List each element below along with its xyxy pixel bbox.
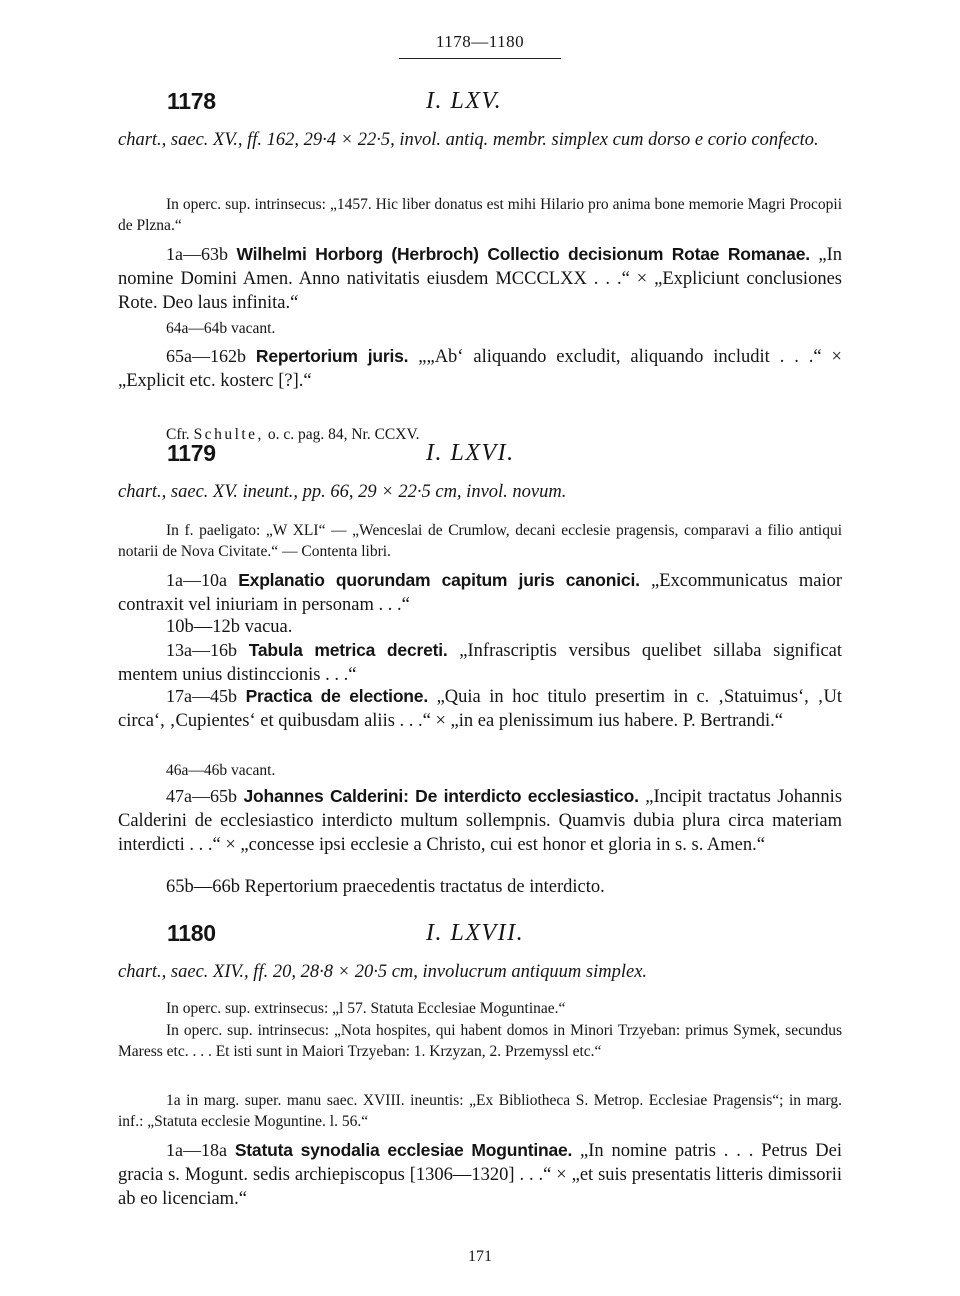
entry-1179-item-4 <box>118 784 842 857</box>
entry-1178-vacant-note: 64a—64b vacant. <box>166 320 276 337</box>
entry-1178-description: chart., saec. XV., ff. 162, 29·4 × 22·5, invol. antiq. membr. simplex cum dorso e corio confecto. <box>118 130 819 150</box>
entry-1179-vacant-note-2: 46a—46b vacant. <box>166 762 276 779</box>
entry-1179-item-2 <box>118 638 842 687</box>
entry-1180-description: chart., saec. XIV., ff. 20, 28·8 × 20·5 cm, involucrum antiquum simplex. <box>118 962 648 982</box>
folio-range: 1a—10a <box>166 570 227 590</box>
work-title: Tabula metrica decreti. <box>248 640 448 660</box>
folio-range: 47a—65b <box>166 786 237 806</box>
incipit-explicit: „Incipit tractatus Johannis Calderini de ecclesiastico interdicto multum sollempnis. Quamvis dubia plura circa materiam interdicti . . .“ × „concesse ipsi ecclesie a Christo, cui est honor et gloria in s. s. Amen.“ <box>118 787 843 855</box>
entry-number: 1180 <box>167 920 216 946</box>
work-title: Repertorium juris. <box>255 346 409 366</box>
entry-1179-flyleaf-note: In f. paeligato: „W XLI“ — „Wenceslai de Crumlow, decani ecclesie pragensis, comparavi a filio antiqui notarii de Nova Civitate.“ — Contenta libri. <box>118 522 842 560</box>
cfr-label: Cfr. <box>166 426 190 443</box>
folio-range: 13a—16b <box>166 640 237 660</box>
work-title: Johannes Calderini: De interdicto ecclesiastico. <box>243 786 639 806</box>
entry-1178-cover-note: In operc. sup. intrinsecus: „1457. Hic liber donatus est mihi Hilario pro anima bone memorie Magri Procopii de Plzna.“ <box>118 196 842 234</box>
work-title: Statuta synodalia ecclesiae Moguntinae. <box>234 1140 573 1160</box>
entry-1180-item-1 <box>118 1138 842 1211</box>
entry-1179-description: chart., saec. XV. ineunt., pp. 66, 29 × 22·5 cm, invol. novum. <box>118 482 567 502</box>
entry-1178-item-1 <box>118 242 842 315</box>
folio-range: 17a—45b <box>166 686 237 706</box>
entry-1180-heading <box>118 920 842 952</box>
page-number: 171 <box>468 1248 492 1265</box>
cfr-author: Schulte, <box>193 426 264 443</box>
entry-1180-cover-exterior-note: In operc. sup. extrinsecus: „l 57. Statuta Ecclesiae Moguntinae.“ <box>166 1000 566 1017</box>
entry-1178-item-2 <box>118 344 842 393</box>
shelfmark: I. LXV. <box>426 88 503 114</box>
incipit-explicit: „In nomine Domini Amen. Anno nativitatis eiusdem MCCCLXX . . .“ × „Expliciunt conclusiones Rote. Deo laus infinita.“ <box>118 245 843 313</box>
folio-range: 1a—18a <box>166 1140 227 1160</box>
running-head: 1178—1180 <box>435 32 525 51</box>
entry-1180-margin-note: 1a in marg. super. manu saec. XVIII. ineuntis: „Ex Bibliotheca S. Metrop. Ecclesiae Pragensis“; in marg. inf.: „Statuta ecclesie Moguntine. l. 56.“ <box>118 1092 842 1130</box>
shelfmark: I. LXVII. <box>426 920 525 946</box>
work-title: Wilhelmi Horborg (Herbroch) Collectio decisionum Rotae Romanae. <box>236 244 810 264</box>
running-head-rule <box>399 58 561 59</box>
incipit: „Excommunicatus maior contraxit vel iniuriam in personam . . .“ <box>118 571 842 615</box>
page <box>118 0 842 1296</box>
entry-1179-item-1 <box>118 568 842 617</box>
incipit-explicit: „In nomine patris . . . Petrus Dei gracia s. Mogunt. sedis archiepiscopus [1306—1320] . . .“ × „et suis presentatis litteris dimissorii ab eo licenciam.“ <box>118 1141 842 1209</box>
work-title: Practica de electione. <box>245 686 428 706</box>
entry-1178-heading <box>118 88 842 120</box>
folio-range: 1a—63b <box>166 244 228 264</box>
incipit-explicit: „Quia in hoc titulo presertim in c. ‚Statuimus‘, ‚Ut circa‘, ‚Cupientes‘ et quibusdam aliis . . .“ × „in ea plenissimum ius habere. P. Bertrandi.“ <box>118 687 843 731</box>
entry-1179-vacant-note: 10b—12b vacua. <box>166 617 293 637</box>
entry-1180-cover-interior-note: In operc. sup. intrinsecus: „Nota hospites, qui habent domos in Minori Trzyeban: primus Symek, secundus Maress etc. . . . Et isti sunt in Maiori Trzyeban: 1. Krzyzan, 2. Przemyssl etc.“ <box>118 1022 842 1060</box>
incipit-explicit: „„Ab‘ aliquando excludit, aliquando includit . . .“ × „Explicit etc. kosterc [?].“ <box>118 347 842 391</box>
entry-1179-item-5: 65b—66b Repertorium praecedentis tractatus de interdicto. <box>166 877 605 897</box>
folio-range: 65a—162b <box>166 346 246 366</box>
shelfmark: I. LXVI. <box>426 440 515 466</box>
entry-1179-heading <box>118 440 842 472</box>
entry-number: 1178 <box>167 88 216 114</box>
entry-number: 1179 <box>167 440 216 466</box>
cfr-citation: o. c. pag. 84, Nr. CCXV. <box>267 426 420 443</box>
incipit: „Infrascriptis versibus quelibet sillaba significat mentem unius distinccionis . . .“ <box>118 641 843 685</box>
work-title: Explanatio quorundam capitum juris canonici. <box>238 570 640 590</box>
entry-1179-item-3 <box>118 684 842 733</box>
